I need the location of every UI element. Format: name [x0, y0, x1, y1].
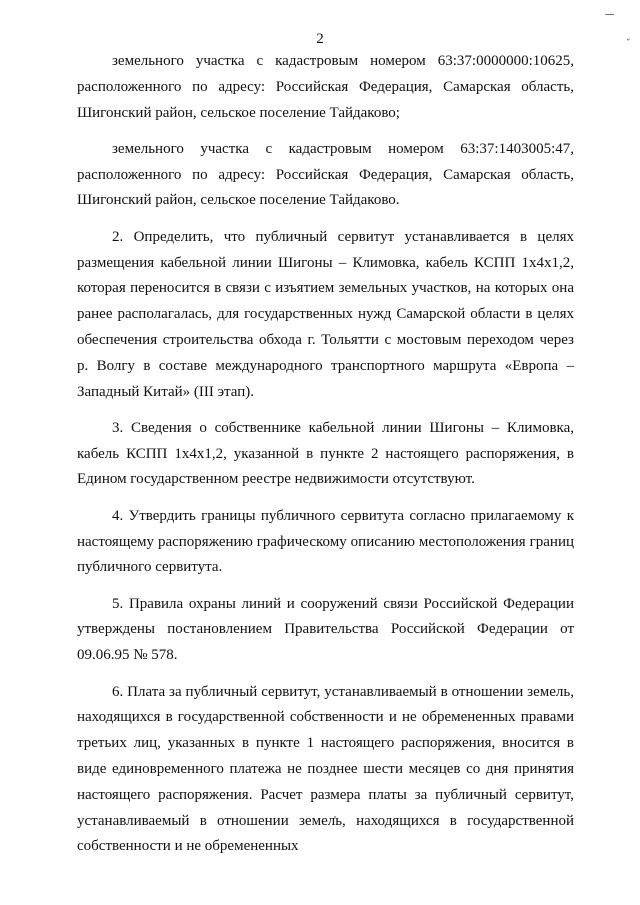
paragraph: земельного участка с кадастровым номером 63:37:0000000:10625, расположенного по адресу: Российская Федерация, Самарская область, Шигонский район, сельское поселение Тайдаково;	[77, 53, 574, 121]
paragraph: 3. Сведения о собственнике кабельной линии Шигоны – Климовка, кабель КСПП 1х4х1,2, указанной в пункте 2 настоящего распоряжения, в Едином государственном реестре недвижимости отсутствуют.	[77, 419, 574, 488]
paragraph: 4. Утвердить границы публичного сервитута согласно прилагаемому к настоящему распоряжению графическому описанию местоположения границ публичного сервитута.	[77, 507, 574, 576]
paragraph: земельного участка с кадастровым номером 63:37:1403005:47, расположенного по адресу: Российская Федерация, Самарская область, Шигонский район, сельское поселение Тайдаково.	[77, 140, 574, 209]
scan-mark	[605, 14, 614, 15]
paragraph: 5. Правила охраны линий и сооружений связи Российской Федерации утверждены постановлением Правительства Российской Федерации от 09.06.95 № 578.	[77, 595, 574, 664]
document-body	[77, 49, 574, 871]
paragraph: 6. Плата за публичный сервитут, устанавливаемый в отношении земель, находящихся в государственной собственности и не обремененных правами третьих лиц, указанных в пункте 1 настоящего распоряжения, вносится в виде единовременного платежа не позднее шести месяцев со дня принятия настоящего распоряжения. Расчет размера платы за публичный сервитут, устанавливаемый в отношении земель, находящихся в государственной собственности и не обремененных	[77, 683, 574, 855]
scan-mark: ˇ	[626, 39, 631, 49]
paragraph: 2. Определить, что публичный сервитут устанавливается в целях размещения кабельной линии Шигоны – Климовка, кабель КСПП 1х4х1,2, которая переносится в связи с изъятием земельных участков, на которых она ранее располагалась, для государственных нужд Самарской области в целях обеспечения строительства обхода г. Тольятти с мостовым переходом через р. Волгу в составе международного транспортного маршрута «Европа – Западный Китай» (III этап).	[77, 228, 574, 400]
page-number: 2	[316, 31, 324, 47]
